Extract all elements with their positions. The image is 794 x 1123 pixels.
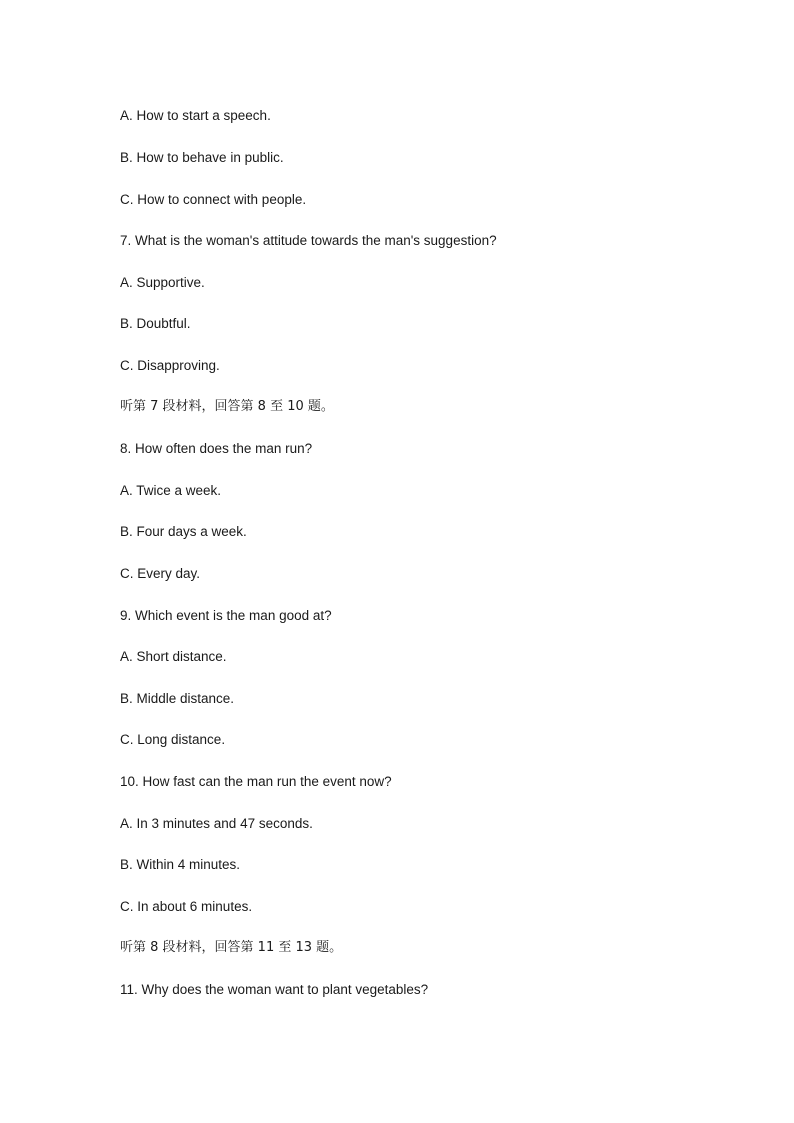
section-instruction-8: 听第 8 段材料，回答第 11 至 13 题。 <box>120 940 343 955</box>
option-10b: B. Within 4 minutes. <box>120 857 241 872</box>
option-9b: B. Middle distance. <box>120 691 235 706</box>
question-9: 9. Which event is the man good at? <box>120 608 332 623</box>
option-7b: B. Doubtful. <box>120 316 191 331</box>
option-10a: A. In 3 minutes and 47 seconds. <box>120 816 313 831</box>
option-6c: C. How to connect with people. <box>120 192 307 207</box>
option-7a: A. Supportive. <box>120 275 205 290</box>
option-6a: A. How to start a speech. <box>120 108 271 123</box>
option-10c: C. In about 6 minutes. <box>120 899 253 914</box>
option-6b: B. How to behave in public. <box>120 150 284 165</box>
question-8: 8. How often does the man run? <box>120 441 313 456</box>
option-7c: C. Disapproving. <box>120 358 220 373</box>
question-11: 11. Why does the woman want to plant vegetables? <box>120 982 429 997</box>
option-8b: B. Four days a week. <box>120 524 247 539</box>
option-8c: C. Every day. <box>120 566 201 581</box>
option-8a: A. Twice a week. <box>120 483 222 498</box>
question-10: 10. How fast can the man run the event now? <box>120 774 392 789</box>
question-7: 7. What is the woman's attitude towards the man's suggestion? <box>120 233 497 248</box>
option-9a: A. Short distance. <box>120 649 227 664</box>
section-instruction-7: 听第 7 段材料，回答第 8 至 10 题。 <box>120 399 334 414</box>
option-9c: C. Long distance. <box>120 732 226 747</box>
